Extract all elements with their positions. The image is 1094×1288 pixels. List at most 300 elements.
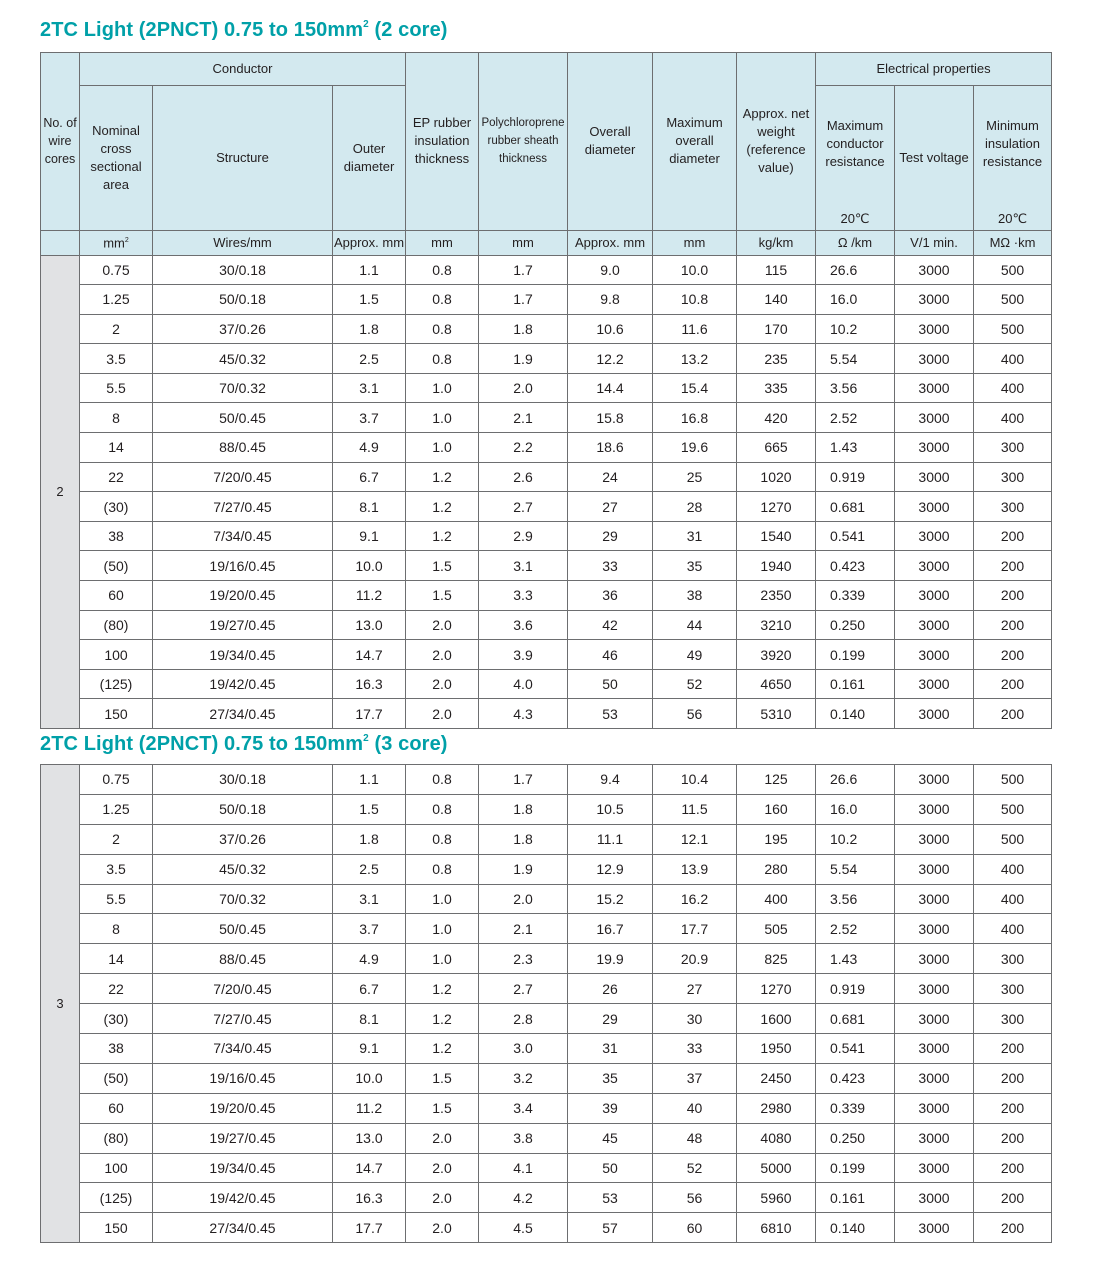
cell-sheath-thickness: 2.3 [479,944,568,974]
cell-outer-diameter: 1.8 [333,824,406,854]
cell-ep-rubber: 2.0 [406,1153,479,1183]
cell-nominal-area: 14 [80,944,153,974]
cell-max-resistance: 0.140 [816,699,895,729]
cell-structure: 7/20/0.45 [153,462,333,492]
cell-nominal-area: (30) [80,492,153,522]
header-ep-rubber: EP rubber insulation thickness [406,53,479,231]
unit-cores [41,230,80,255]
cell-structure: 7/20/0.45 [153,974,333,1004]
cell-ep-rubber: 1.0 [406,433,479,463]
cell-nominal-area: 5.5 [80,373,153,403]
cell-net-weight: 1600 [737,1004,816,1034]
cell-max-resistance: 26.6 [816,255,895,285]
cell-min-insulation: 400 [974,344,1052,374]
cell-net-weight: 4650 [737,669,816,699]
cell-structure: 30/0.18 [153,255,333,285]
cell-max-overall-diameter: 20.9 [653,944,737,974]
cell-max-resistance: 0.541 [816,521,895,551]
cell-max-resistance: 0.199 [816,1153,895,1183]
cell-nominal-area: 22 [80,974,153,1004]
cell-sheath-thickness: 1.7 [479,255,568,285]
cell-structure: 7/34/0.45 [153,1034,333,1064]
cell-overall-diameter: 19.9 [568,944,653,974]
cell-max-resistance: 2.52 [816,403,895,433]
table-row [41,521,1052,551]
header-max-resistance: Maximum conductor resistance [816,86,895,202]
header-overall-diameter: Overall diameter [568,53,653,231]
cell-max-resistance: 3.56 [816,884,895,914]
cell-ep-rubber: 1.2 [406,1004,479,1034]
header-electrical-properties: Electrical properties [816,53,1052,86]
cell-net-weight: 160 [737,794,816,824]
cell-test-voltage: 3000 [895,854,974,884]
cell-max-overall-diameter: 56 [653,1183,737,1213]
cell-sheath-thickness: 4.0 [479,669,568,699]
cell-overall-diameter: 31 [568,1034,653,1064]
cell-sheath-thickness: 2.8 [479,1004,568,1034]
cell-sheath-thickness: 3.3 [479,581,568,611]
cell-overall-diameter: 33 [568,551,653,581]
cell-structure: 7/27/0.45 [153,492,333,522]
cell-ep-rubber: 2.0 [406,1213,479,1243]
unit-ep-rubber: mm [406,230,479,255]
cell-max-overall-diameter: 17.7 [653,914,737,944]
cell-overall-diameter: 18.6 [568,433,653,463]
cell-overall-diameter: 36 [568,581,653,611]
cell-net-weight: 335 [737,373,816,403]
table-row [41,403,1052,433]
table-row [41,974,1052,1004]
cell-max-resistance: 0.140 [816,1213,895,1243]
cell-outer-diameter: 1.5 [333,794,406,824]
cell-max-overall-diameter: 13.9 [653,854,737,884]
cell-nominal-area: (50) [80,1063,153,1093]
table-row [41,581,1052,611]
cell-ep-rubber: 2.0 [406,1183,479,1213]
cell-min-insulation: 200 [974,610,1052,640]
cell-min-insulation: 500 [974,765,1052,795]
cell-max-resistance: 0.681 [816,1004,895,1034]
cell-nominal-area: 100 [80,640,153,670]
cell-ep-rubber: 0.8 [406,255,479,285]
cell-sheath-thickness: 2.7 [479,492,568,522]
cell-outer-diameter: 8.1 [333,1004,406,1034]
cell-max-overall-diameter: 28 [653,492,737,522]
cell-sheath-thickness: 3.9 [479,640,568,670]
unit-resistance: Ω /km [816,230,895,255]
unit-max-overall: mm [653,230,737,255]
cell-net-weight: 170 [737,314,816,344]
cell-outer-diameter: 3.1 [333,373,406,403]
cell-min-insulation: 500 [974,824,1052,854]
cell-ep-rubber: 1.0 [406,944,479,974]
cell-min-insulation: 200 [974,521,1052,551]
cell-ep-rubber: 1.2 [406,974,479,1004]
cell-nominal-area: (125) [80,1183,153,1213]
cell-max-overall-diameter: 48 [653,1123,737,1153]
cell-ep-rubber: 0.8 [406,314,479,344]
cell-overall-diameter: 14.4 [568,373,653,403]
cell-overall-diameter: 45 [568,1123,653,1153]
cell-max-overall-diameter: 10.0 [653,255,737,285]
cell-max-resistance: 10.2 [816,824,895,854]
cell-structure: 19/42/0.45 [153,1183,333,1213]
cell-max-overall-diameter: 38 [653,581,737,611]
cell-ep-rubber: 0.8 [406,824,479,854]
cell-max-resistance: 0.250 [816,610,895,640]
cell-structure: 30/0.18 [153,765,333,795]
cell-net-weight: 280 [737,854,816,884]
cell-overall-diameter: 42 [568,610,653,640]
cell-max-overall-diameter: 52 [653,1153,737,1183]
cell-nominal-area: (80) [80,1123,153,1153]
cell-nominal-area: 150 [80,699,153,729]
table-row [41,462,1052,492]
cell-net-weight: 1950 [737,1034,816,1064]
header-structure: Structure [153,86,333,231]
table-row [41,854,1052,884]
cell-sheath-thickness: 3.6 [479,610,568,640]
cell-nominal-area: 3.5 [80,854,153,884]
cell-max-resistance: 16.0 [816,794,895,824]
cell-max-resistance: 5.54 [816,854,895,884]
cell-nominal-area: 8 [80,914,153,944]
cell-ep-rubber: 1.0 [406,884,479,914]
cell-min-insulation: 400 [974,854,1052,884]
unit-outer-diameter: Approx. mm [333,230,406,255]
table-row [41,344,1052,374]
cell-max-overall-diameter: 44 [653,610,737,640]
cell-max-overall-diameter: 27 [653,974,737,1004]
cell-overall-diameter: 11.1 [568,824,653,854]
cell-sheath-thickness: 1.8 [479,824,568,854]
cell-outer-diameter: 11.2 [333,1093,406,1123]
cell-overall-diameter: 26 [568,974,653,1004]
cell-overall-diameter: 29 [568,521,653,551]
cell-structure: 37/0.26 [153,824,333,854]
cell-test-voltage: 3000 [895,669,974,699]
cell-outer-diameter: 1.1 [333,255,406,285]
cell-overall-diameter: 15.8 [568,403,653,433]
cell-outer-diameter: 17.7 [333,699,406,729]
cell-nominal-area: 8 [80,403,153,433]
cell-test-voltage: 3000 [895,1063,974,1093]
cell-structure: 88/0.45 [153,433,333,463]
cell-test-voltage: 3000 [895,492,974,522]
cell-test-voltage: 3000 [895,794,974,824]
cell-outer-diameter: 13.0 [333,1123,406,1153]
table-row [41,794,1052,824]
cell-min-insulation: 300 [974,1004,1052,1034]
cell-overall-diameter: 12.2 [568,344,653,374]
cell-test-voltage: 3000 [895,1153,974,1183]
cell-ep-rubber: 2.0 [406,610,479,640]
cell-test-voltage: 3000 [895,610,974,640]
cell-net-weight: 665 [737,433,816,463]
table-row [41,1063,1052,1093]
cell-structure: 50/0.18 [153,794,333,824]
cell-overall-diameter: 57 [568,1213,653,1243]
cell-min-insulation: 200 [974,1213,1052,1243]
cell-test-voltage: 3000 [895,314,974,344]
cell-sheath-thickness: 2.0 [479,373,568,403]
cell-net-weight: 1940 [737,551,816,581]
header-no-of-cores: No. of wire cores [41,53,80,231]
cell-max-resistance: 0.681 [816,492,895,522]
cell-sheath-thickness: 1.8 [479,314,568,344]
cell-ep-rubber: 2.0 [406,1123,479,1153]
cell-overall-diameter: 9.4 [568,765,653,795]
cell-sheath-thickness: 1.9 [479,344,568,374]
cell-structure: 50/0.18 [153,285,333,315]
cell-test-voltage: 3000 [895,884,974,914]
cores-count-cell: 2 [41,255,80,729]
cell-structure: 45/0.32 [153,854,333,884]
cell-max-overall-diameter: 11.5 [653,794,737,824]
cell-nominal-area: 3.5 [80,344,153,374]
cell-max-overall-diameter: 31 [653,521,737,551]
cell-max-resistance: 0.541 [816,1034,895,1064]
cell-min-insulation: 400 [974,403,1052,433]
cell-max-resistance: 0.199 [816,640,895,670]
cell-net-weight: 140 [737,285,816,315]
cell-structure: 19/20/0.45 [153,1093,333,1123]
cell-structure: 50/0.45 [153,914,333,944]
cell-ep-rubber: 0.8 [406,765,479,795]
cell-min-insulation: 300 [974,433,1052,463]
cell-nominal-area: (80) [80,610,153,640]
header-net-weight: Approx. net weight (reference value) [737,53,816,231]
cell-max-resistance: 26.6 [816,765,895,795]
cell-overall-diameter: 53 [568,1183,653,1213]
cell-overall-diameter: 29 [568,1004,653,1034]
cell-nominal-area: 60 [80,581,153,611]
cell-net-weight: 3920 [737,640,816,670]
unit-structure: Wires/mm [153,230,333,255]
cell-outer-diameter: 11.2 [333,581,406,611]
cell-net-weight: 2450 [737,1063,816,1093]
cell-structure: 19/16/0.45 [153,551,333,581]
cell-max-overall-diameter: 49 [653,640,737,670]
cell-max-resistance: 0.423 [816,551,895,581]
cell-test-voltage: 3000 [895,521,974,551]
table-row [41,640,1052,670]
cell-min-insulation: 200 [974,1183,1052,1213]
cell-test-voltage: 3000 [895,944,974,974]
cell-max-resistance: 10.2 [816,314,895,344]
header-max-overall-diameter: Maximum overall diameter [653,53,737,231]
cell-outer-diameter: 3.1 [333,884,406,914]
cell-max-resistance: 2.52 [816,914,895,944]
cell-max-overall-diameter: 56 [653,699,737,729]
cell-max-resistance: 0.339 [816,581,895,611]
cell-ep-rubber: 2.0 [406,669,479,699]
cell-structure: 19/27/0.45 [153,1123,333,1153]
cell-structure: 27/34/0.45 [153,699,333,729]
cell-structure: 45/0.32 [153,344,333,374]
cell-net-weight: 5960 [737,1183,816,1213]
cell-max-resistance: 5.54 [816,344,895,374]
cell-test-voltage: 3000 [895,1004,974,1034]
cell-ep-rubber: 0.8 [406,854,479,884]
cell-structure: 27/34/0.45 [153,1213,333,1243]
cell-outer-diameter: 2.5 [333,854,406,884]
cell-structure: 19/20/0.45 [153,581,333,611]
header-temp-resistance: 20℃ [816,202,895,231]
cell-nominal-area: (30) [80,1004,153,1034]
cell-overall-diameter: 50 [568,669,653,699]
cell-sheath-thickness: 2.1 [479,914,568,944]
cell-max-overall-diameter: 52 [653,669,737,699]
cell-max-resistance: 1.43 [816,944,895,974]
cell-max-overall-diameter: 25 [653,462,737,492]
cell-min-insulation: 200 [974,581,1052,611]
cell-max-overall-diameter: 35 [653,551,737,581]
cell-max-resistance: 1.43 [816,433,895,463]
table-row [41,551,1052,581]
cell-max-overall-diameter: 16.8 [653,403,737,433]
table-row [41,944,1052,974]
table-row [41,1093,1052,1123]
table-row [41,255,1052,285]
cell-ep-rubber: 1.0 [406,914,479,944]
cell-structure: 50/0.45 [153,403,333,433]
cell-sheath-thickness: 2.7 [479,974,568,1004]
table-row [41,1153,1052,1183]
unit-area: $mm^2$ [80,230,153,255]
cell-outer-diameter: 4.9 [333,433,406,463]
cell-structure: 88/0.45 [153,944,333,974]
cell-net-weight: 825 [737,944,816,974]
cell-test-voltage: 3000 [895,551,974,581]
cell-nominal-area: 150 [80,1213,153,1243]
unit-insulation: MΩ ·km [974,230,1052,255]
cell-structure: 37/0.26 [153,314,333,344]
cell-min-insulation: 400 [974,884,1052,914]
cell-outer-diameter: 16.3 [333,1183,406,1213]
cell-max-overall-diameter: 10.8 [653,285,737,315]
cell-outer-diameter: 3.7 [333,914,406,944]
cell-test-voltage: 3000 [895,255,974,285]
unit-net-weight: kg/km [737,230,816,255]
cell-net-weight: 125 [737,765,816,795]
cell-net-weight: 235 [737,344,816,374]
cell-max-overall-diameter: 11.6 [653,314,737,344]
table-row [41,610,1052,640]
table-row [41,765,1052,795]
cell-sheath-thickness: 4.5 [479,1213,568,1243]
table-row [41,824,1052,854]
unit-sheath: mm [479,230,568,255]
cell-min-insulation: 300 [974,492,1052,522]
unit-overall-diameter: Approx. mm [568,230,653,255]
cell-overall-diameter: 9.8 [568,285,653,315]
cell-outer-diameter: 1.8 [333,314,406,344]
cell-ep-rubber: 1.5 [406,1093,479,1123]
cell-overall-diameter: 9.0 [568,255,653,285]
cell-sheath-thickness: 4.1 [479,1153,568,1183]
cell-min-insulation: 500 [974,255,1052,285]
cell-outer-diameter: 9.1 [333,1034,406,1064]
table-row [41,433,1052,463]
cell-ep-rubber: 2.0 [406,640,479,670]
cell-net-weight: 505 [737,914,816,944]
cell-ep-rubber: 1.2 [406,1034,479,1064]
cell-net-weight: 2980 [737,1093,816,1123]
cell-nominal-area: 100 [80,1153,153,1183]
cell-max-resistance: 0.250 [816,1123,895,1153]
cell-max-resistance: 16.0 [816,285,895,315]
cell-sheath-thickness: 1.7 [479,765,568,795]
table-row [41,285,1052,315]
cell-ep-rubber: 1.2 [406,462,479,492]
table-row [41,1034,1052,1064]
cell-net-weight: 1270 [737,492,816,522]
cell-test-voltage: 3000 [895,824,974,854]
cell-test-voltage: 3000 [895,344,974,374]
cell-min-insulation: 200 [974,1063,1052,1093]
cell-sheath-thickness: 1.9 [479,854,568,884]
cell-structure: 70/0.32 [153,884,333,914]
cell-structure: 19/42/0.45 [153,669,333,699]
header-test-voltage: Test voltage [895,86,974,231]
cell-overall-diameter: 53 [568,699,653,729]
cell-overall-diameter: 10.6 [568,314,653,344]
cell-overall-diameter: 50 [568,1153,653,1183]
cell-nominal-area: 1.25 [80,794,153,824]
cell-sheath-thickness: 1.7 [479,285,568,315]
cell-sheath-thickness: 2.6 [479,462,568,492]
cell-net-weight: 195 [737,824,816,854]
cell-sheath-thickness: 4.2 [479,1183,568,1213]
cell-net-weight: 400 [737,884,816,914]
spec-table-2-core [40,52,1052,729]
cell-net-weight: 115 [737,255,816,285]
cell-min-insulation: 200 [974,1153,1052,1183]
cell-sheath-thickness: 3.1 [479,551,568,581]
cell-ep-rubber: 1.5 [406,1063,479,1093]
cell-max-resistance: 0.919 [816,974,895,1004]
header-conductor: Conductor [80,53,406,86]
cell-overall-diameter: 27 [568,492,653,522]
cell-net-weight: 5000 [737,1153,816,1183]
cell-min-insulation: 500 [974,285,1052,315]
cell-outer-diameter: 14.7 [333,1153,406,1183]
cell-structure: 19/34/0.45 [153,1153,333,1183]
cell-sheath-thickness: 2.9 [479,521,568,551]
cell-sheath-thickness: 3.4 [479,1093,568,1123]
cell-outer-diameter: 4.9 [333,944,406,974]
cell-net-weight: 4080 [737,1123,816,1153]
table-row [41,1183,1052,1213]
cell-nominal-area: 0.75 [80,255,153,285]
cell-outer-diameter: 6.7 [333,974,406,1004]
cell-min-insulation: 300 [974,462,1052,492]
cell-test-voltage: 3000 [895,640,974,670]
cell-ep-rubber: 1.0 [406,403,479,433]
table-title-3-core: 2TC Light (2PNCT) 0.75 to $150mm^2$ (3 core) [40,733,448,755]
cell-min-insulation: 200 [974,1034,1052,1064]
cell-outer-diameter: 2.5 [333,344,406,374]
table-row [41,1004,1052,1034]
cell-min-insulation: 400 [974,914,1052,944]
cell-min-insulation: 200 [974,1093,1052,1123]
table-row [41,699,1052,729]
cell-outer-diameter: 16.3 [333,669,406,699]
cell-outer-diameter: 1.1 [333,765,406,795]
cell-nominal-area: 2 [80,824,153,854]
cell-sheath-thickness: 2.0 [479,884,568,914]
